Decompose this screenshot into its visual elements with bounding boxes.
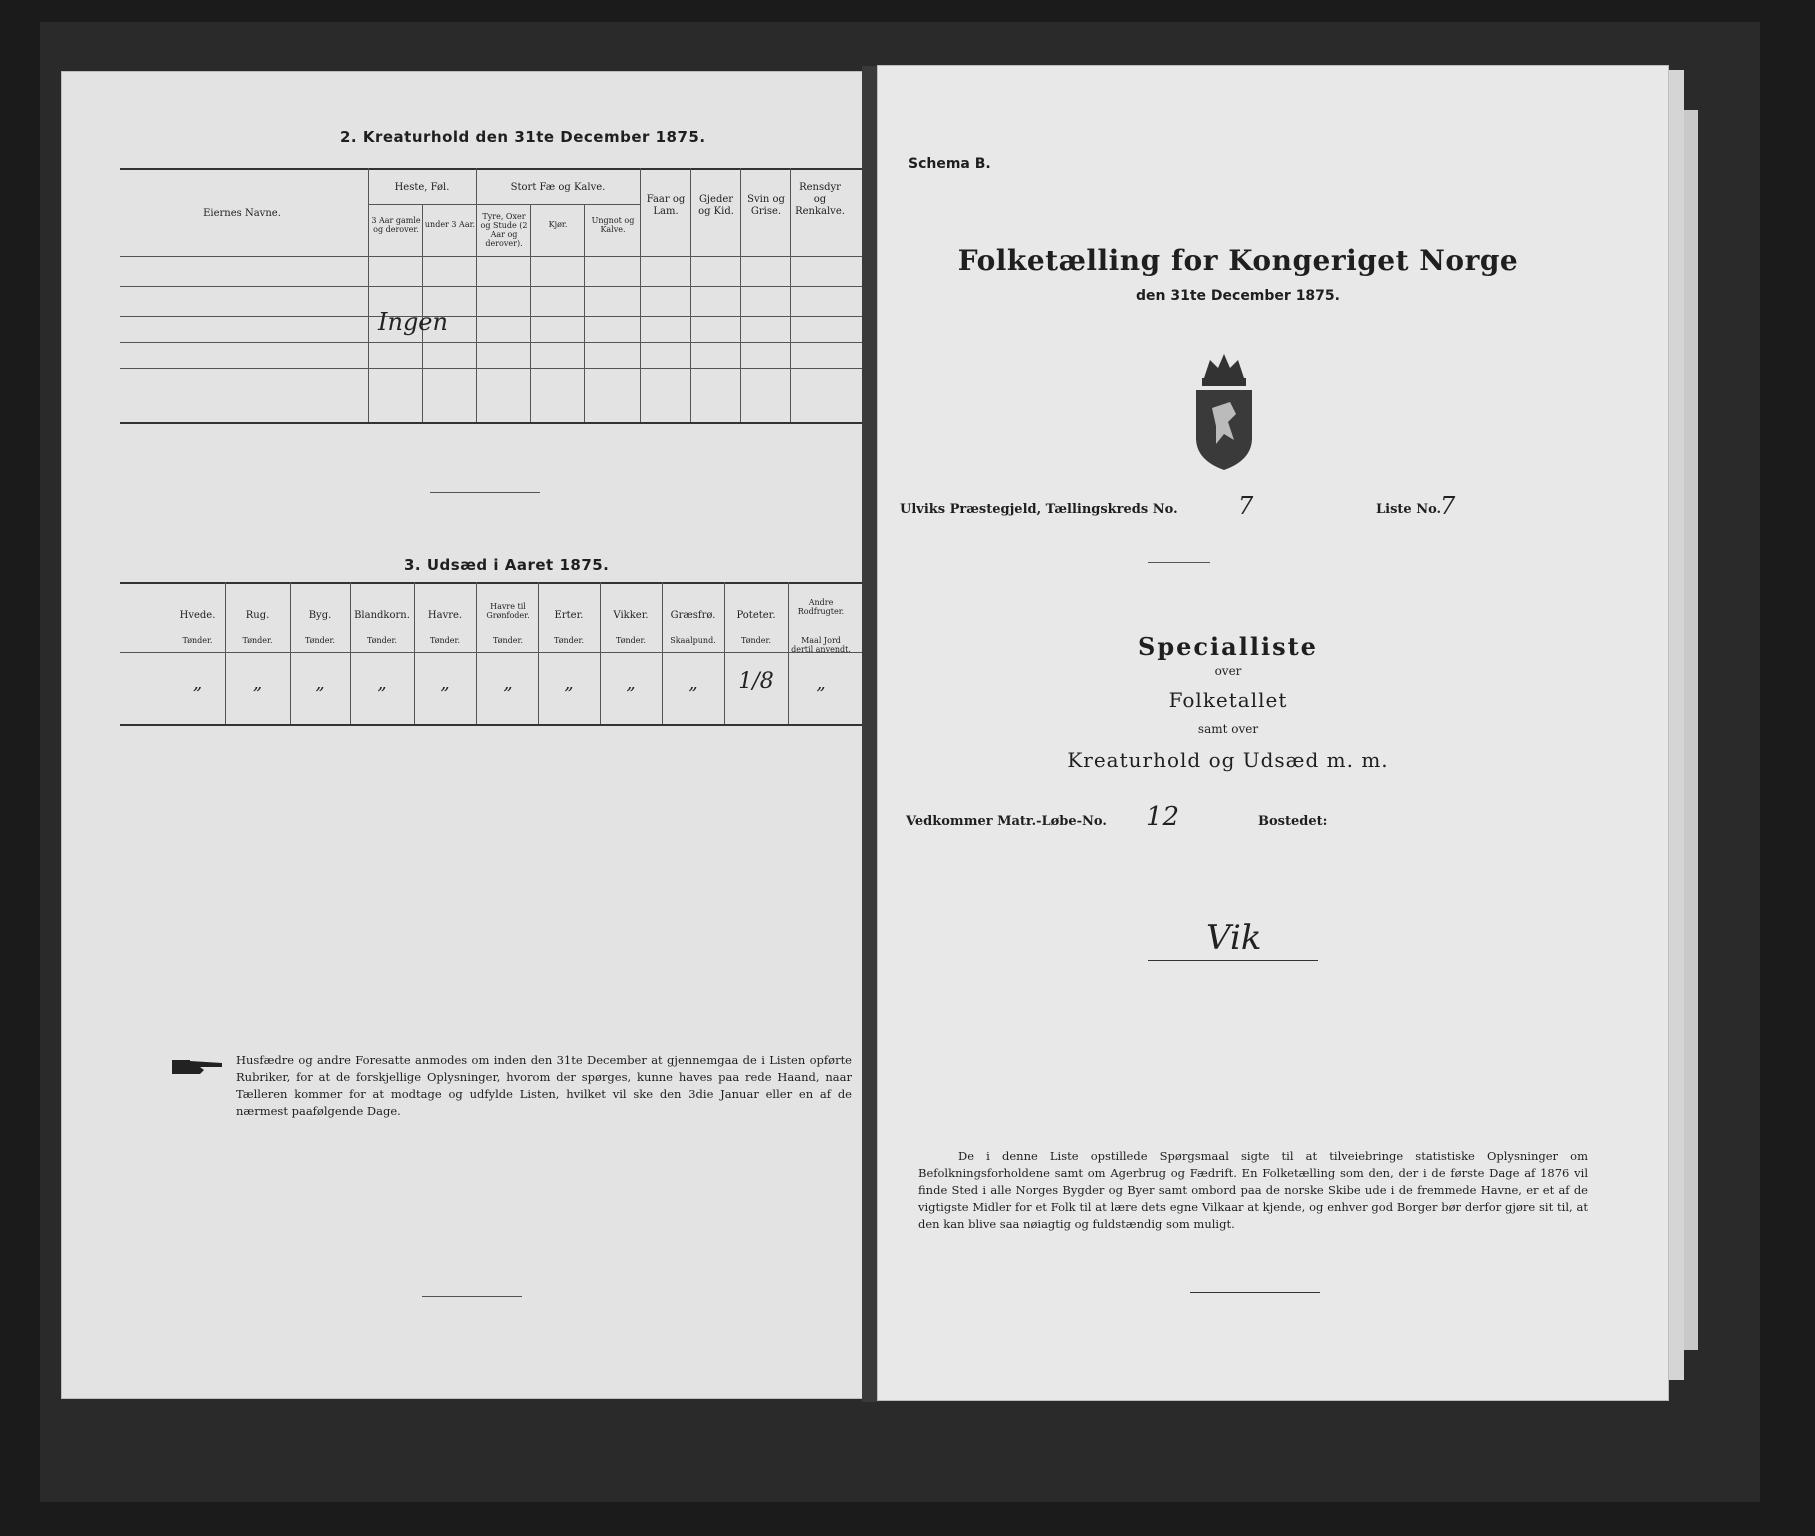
value-cell-poteter: 1/8: [738, 669, 774, 694]
calves-header: Ungnot og Kalve.: [591, 216, 635, 234]
page-edge: [1684, 110, 1698, 1350]
cows-header: Kjør.: [548, 220, 568, 229]
specialliste-heading: Specialliste: [1138, 632, 1318, 661]
crop-hvede: Hvede.: [179, 610, 216, 621]
table-rule: [120, 582, 920, 584]
table-rule: [120, 286, 920, 287]
horses-under3-header: under 3 Aar.: [424, 220, 476, 229]
value-cell: „: [192, 673, 203, 694]
crop-rug: Rug.: [245, 610, 270, 621]
document-title: Folketælling for Kongeriget Norge: [957, 244, 1519, 277]
value-cell: „: [626, 673, 636, 694]
owner-column-header: Eiernes Navne.: [203, 208, 281, 219]
unit-label: Tønder.: [492, 636, 524, 645]
schema-label: Schema B.: [908, 156, 991, 172]
crop-havre: Havre.: [427, 610, 463, 621]
left-page: [62, 72, 862, 1398]
unit-label: Tønder.: [740, 636, 772, 645]
section-2-title: 2. Kreaturhold den 31te December 1875.: [340, 128, 706, 146]
samt-over-label: samt over: [1197, 722, 1259, 736]
table-rule: [120, 724, 920, 726]
value-cell: „: [503, 673, 513, 694]
liste-label: Liste No.: [1376, 502, 1442, 517]
crop-poteter: Poteter.: [736, 610, 776, 621]
divider: [1190, 1292, 1320, 1293]
matr-label: Vedkommer Matr.-Løbe-No.: [906, 814, 1107, 829]
table-rule: [120, 368, 920, 369]
divider: [422, 1296, 522, 1297]
liste-no: 7: [1440, 492, 1456, 520]
goats-header: Gjeder og Kid.: [698, 194, 734, 217]
over-label: over: [1214, 664, 1242, 678]
bosted-label: Bostedet:: [1258, 814, 1328, 829]
unit-label: Skaalpund.: [670, 636, 716, 645]
value-cell: „: [816, 673, 826, 694]
horses-3yr-header: 3 Aar gamle og derover.: [371, 216, 421, 234]
handwritten-ingen: Ingen: [378, 308, 448, 336]
bosted-value: Vik: [1206, 918, 1262, 958]
crop-andre: Andre Rodfrugter.: [797, 598, 845, 616]
intro-paragraph: De i denne Liste opstillede Spørgsmaal sigte til at tilveiebringe statistiske Oplysninger om Befolkningsforholdene samt om Agerbrug og Fædrift. En Folketælling som den, der i de første Dage af 1876 vil finde Sted i alle Norges Bygder og Byer samt ombord paa de norske Skibe ude i de fremmede Havne, er et af de vigtigste Midler for et Folk til at lære dets egne Vilkaar at kjende, og enhver god Borger bør derfor gjøre sit til, at den kan blive saa nøiagtig og fuldstændig som muligt.: [918, 1149, 1588, 1231]
pigs-header: Svin og Grise.: [747, 194, 785, 217]
tellingskreds-no: 7: [1238, 492, 1254, 520]
folketallet-heading: Folketallet: [1168, 688, 1288, 712]
crop-erter: Erter.: [554, 610, 584, 621]
table-rule: [120, 316, 920, 317]
document-subtitle: den 31te December 1875.: [1136, 288, 1340, 304]
unit-label: Maal Jord dertil anvendt.: [791, 636, 851, 654]
bulls-header: Tyre, Oxer og Stude (2 Aar og derover).: [480, 212, 528, 248]
crop-vikker: Vikker.: [613, 610, 649, 621]
page-edge: [1668, 70, 1684, 1380]
value-cell: „: [564, 673, 574, 694]
kreaturhold-heading: Kreaturhold og Udsæd m. m.: [1067, 748, 1389, 772]
value-cell: „: [440, 673, 450, 694]
table-rule: [120, 422, 920, 424]
unit-label: Tønder.: [615, 636, 647, 645]
unit-label: Tønder.: [182, 636, 213, 645]
divider: [430, 492, 540, 493]
pointing-hand-icon: [170, 1056, 226, 1078]
footnote: Husfædre og andre Foresatte anmodes om inden den 31te December at gjennemgaa de i Listen opførte Rubriker, for at de forskjellige Oplysninger, hvorom der spørges, kunne haves paa rede Haand, naar Tælleren kommer for at modtage og udfylde Listen, hvilket vil ske den 3die Januar eller en af de nærmest paafølgende Dage.: [236, 1053, 852, 1118]
unit-label: Tønder.: [366, 636, 398, 645]
right-page: [878, 66, 1668, 1400]
cattle-header: Stort Fæ og Kalve.: [510, 182, 606, 193]
unit-label: Tønder.: [242, 636, 273, 645]
book-spine: [862, 66, 878, 1402]
matr-no: 12: [1146, 802, 1180, 832]
crop-havre-gronfoder: Havre til Grønfoder.: [486, 602, 530, 620]
parish-label: Ulviks Præstegjeld, Tællingskreds No.: [900, 502, 1178, 517]
value-cell: „: [252, 673, 263, 694]
table-rule: [120, 342, 920, 343]
crop-blandkorn: Blandkorn.: [354, 610, 410, 621]
unit-label: Tønder.: [553, 636, 585, 645]
coat-of-arms-icon: [1190, 348, 1258, 474]
table-rule: [120, 168, 920, 170]
value-cell: „: [315, 673, 325, 694]
section-3-title: 3. Udsæd i Aaret 1875.: [404, 556, 610, 574]
table-rule: [120, 256, 920, 257]
divider: [1148, 562, 1210, 563]
sheep-header: Faar og Lam.: [646, 194, 686, 217]
unit-label: Tønder.: [304, 636, 336, 645]
value-cell: „: [688, 673, 698, 694]
unit-label: Tønder.: [429, 636, 461, 645]
bosted-underline: [1148, 960, 1318, 961]
crop-graesfro: Græsfrø.: [670, 610, 716, 621]
value-cell: „: [377, 673, 387, 694]
crop-byg: Byg.: [308, 610, 332, 621]
horses-header: Heste, Føl.: [394, 182, 450, 193]
reindeer-header: Rensdyr og Renkalve.: [795, 182, 845, 217]
